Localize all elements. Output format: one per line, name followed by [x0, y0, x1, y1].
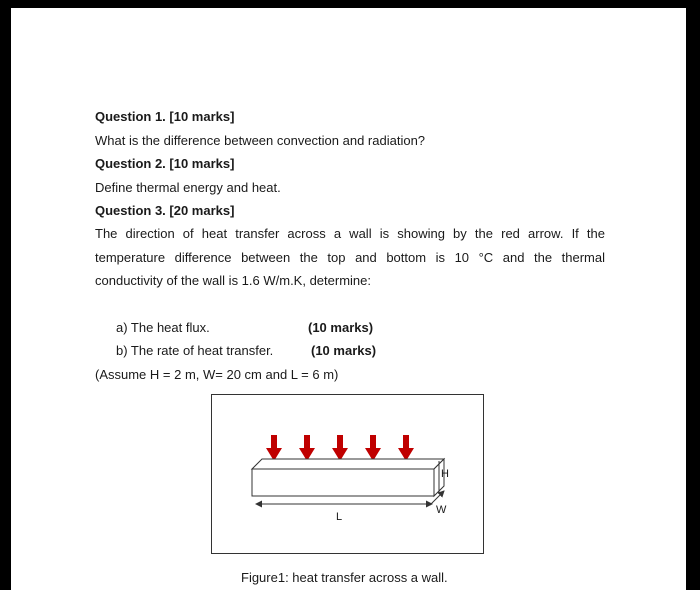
question-1-text: What is the difference between convection and radiation?	[95, 133, 426, 148]
figure-caption: Figure1: heat transfer across a wall.	[241, 570, 448, 585]
width-label: W	[436, 504, 447, 516]
wall-figure	[211, 394, 484, 554]
heat-arrow-icon	[398, 435, 414, 461]
question-3-line-2: temperature difference between the top and bottom is 10 °C and the thermal	[95, 250, 605, 265]
heat-arrow-icon	[365, 435, 381, 461]
question-2-heading: Question 2. [10 marks]	[95, 156, 235, 171]
heat-arrow-icon	[332, 435, 348, 461]
wall-diagram	[212, 395, 485, 555]
question-3-heading: Question 3. [20 marks]	[95, 203, 235, 218]
heat-arrow-icon	[266, 435, 282, 461]
part-b-marks: (10 marks)	[311, 343, 377, 358]
question-1-heading: Question 1. [10 marks]	[95, 109, 235, 124]
length-label: L	[336, 511, 343, 523]
height-label: H	[441, 468, 449, 480]
heat-arrows	[266, 435, 414, 461]
question-3-line-3: conductivity of the wall is 1.6 W/m.K, determine:	[95, 273, 371, 288]
part-a-label: a) The heat flux.	[116, 320, 210, 335]
heat-arrow-icon	[299, 435, 315, 461]
part-a-marks: (10 marks)	[308, 320, 374, 335]
question-2-text: Define thermal energy and heat.	[95, 180, 281, 195]
document-page	[11, 8, 686, 590]
part-b-label: b) The rate of heat transfer.	[116, 343, 274, 358]
wall-slab	[252, 459, 444, 496]
assumption-text: (Assume H = 2 m, W= 20 cm and L = 6 m)	[95, 367, 339, 382]
question-3-line-1: The direction of heat transfer across a wall is showing by the red arrow. If the	[95, 226, 605, 241]
